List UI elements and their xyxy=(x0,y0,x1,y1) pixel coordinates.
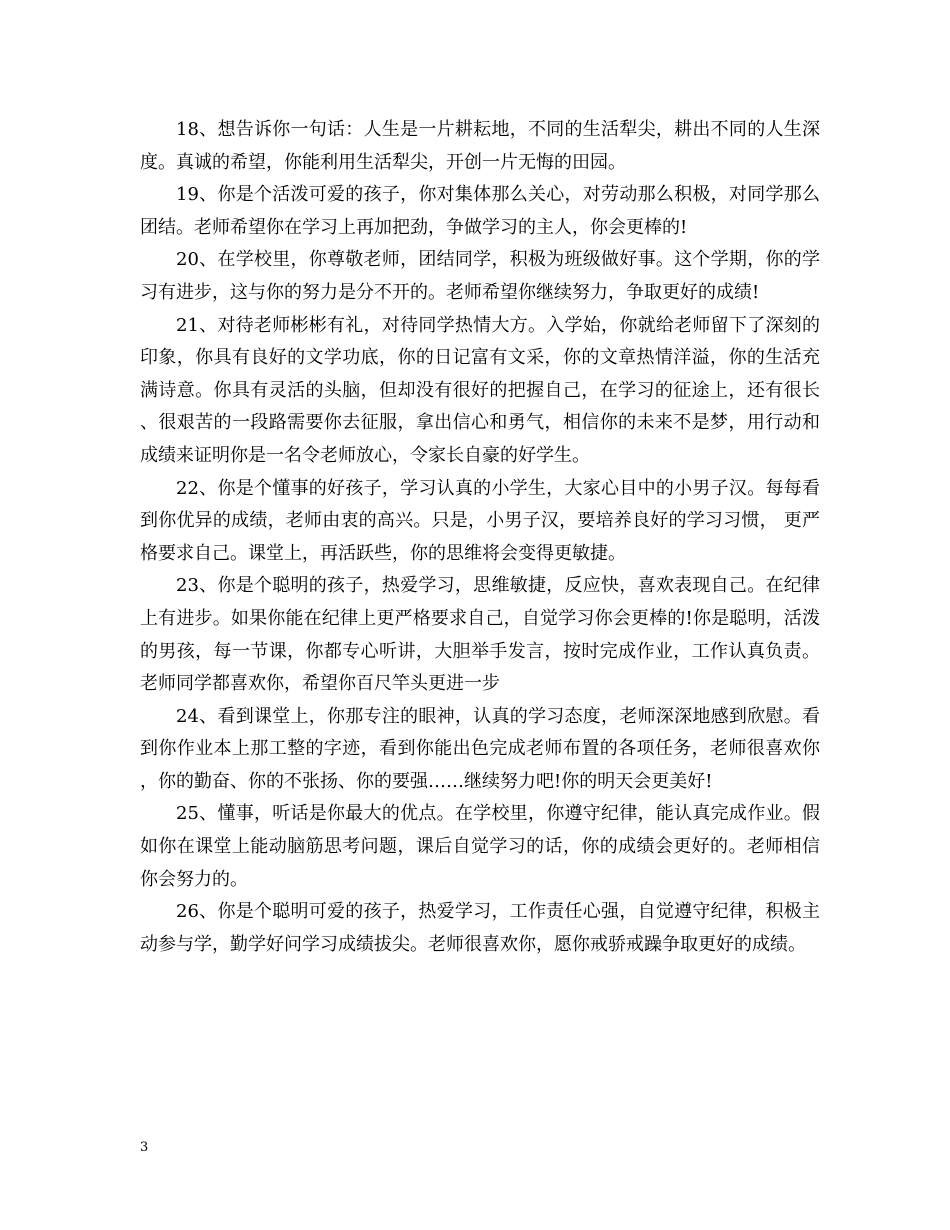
paragraph-18: 18、想告诉你一句话：人生是一片耕耘地，不同的生活犁尖，耕出不同的人生深度。真诚的希望，你能利用生活犁尖，开创一片无悔的田园。 xyxy=(140,119,820,173)
document-body xyxy=(140,114,820,961)
paragraph-26: 26、你是个聪明可爱的孩子，热爱学习，工作责任心强，自觉遵守纪律，积极主动参与学，勤学好问学习成绩拔尖。老师很喜欢你，愿你戒骄戒躁争取更好的成绩。 xyxy=(140,901,820,955)
paragraph-21: 21、对待老师彬彬有礼，对待同学热情大方。入学始，你就给老师留下了深刻的印象，你具有良好的文学功底，你的日记富有文采，你的文章热情洋溢，你的生活充满诗意。你具有灵活的头脑，但却没有很好的把握自己，在学习的征途上，还有很长、很艰苦的一段路需要你去征服，拿出信心和勇气，相信你的未来不是梦，用行动和成绩来证明你是一名令老师放心，令家长自豪的好学生。 xyxy=(140,314,820,466)
paragraph-23: 23、你是个聪明的孩子，热爱学习，思维敏捷，反应快，喜欢表现自己。在纪律上有进步。如果你能在纪律上更严格要求自己，自觉学习你会更棒的!你是聪明，活泼的男孩，每一节课，你都专心听讲，大胆举手发言，按时完成作业，工作认真负责。老师同学都喜欢你，希望你百尺竿头更进一步 xyxy=(140,575,820,695)
paragraph-20: 20、在学校里，你尊敬老师，团结同学，积极为班级做好事。这个学期，你的学习有进步，这与你的努力是分不开的。老师希望你继续努力，争取更好的成绩! xyxy=(140,249,820,303)
paragraph-24: 24、看到课堂上，你那专注的眼神，认真的学习态度，老师深深地感到欣慰。看到你作业本上那工整的字迹，看到你能出色完成老师布置的各项任务，老师很喜欢你，你的勤奋、你的不张扬、你的要强……继续努力吧!你的明天会更美好! xyxy=(140,705,820,792)
page-number: 3 xyxy=(140,1140,149,1155)
paragraph-22: 22、你是个懂事的好孩子，学习认真的小学生，大家心目中的小男子汉。每每看到你优异的成绩，老师由衷的高兴。只是，小男子汉，要培养良好的学习习惯， 更严格要求自己。课堂上，再活跃些，你的思维将会变得更敏捷。 xyxy=(140,477,820,564)
paragraph-19: 19、你是个活泼可爱的孩子，你对集体那么关心，对劳动那么积极，对同学那么团结。老师希望你在学习上再加把劲，争做学习的主人，你会更棒的! xyxy=(140,184,820,238)
paragraph-25: 25、懂事，听话是你最大的优点。在学校里，你遵守纪律，能认真完成作业。假如你在课堂上能动脑筋思考问题，课后自觉学习的话，你的成绩会更好的。老师相信你会努力的。 xyxy=(140,803,820,890)
